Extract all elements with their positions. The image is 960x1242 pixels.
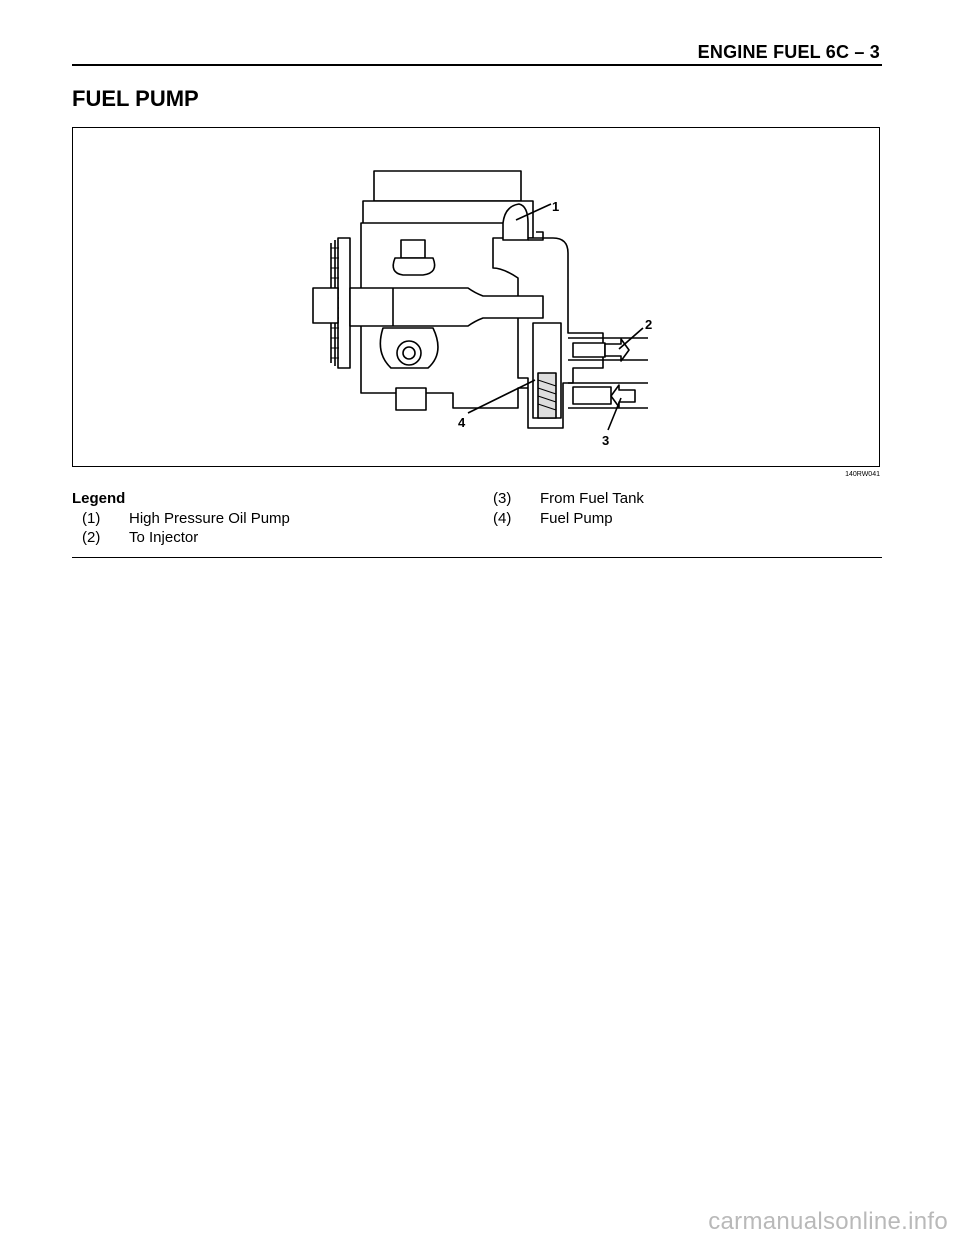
legend-right-column	[493, 489, 644, 528]
legend-item-number: (3)	[493, 490, 512, 507]
legend-item-label: Fuel Pump	[540, 509, 613, 527]
page-header-title: ENGINE FUEL 6C – 3	[697, 42, 880, 62]
legend-item-number: (4)	[493, 509, 512, 527]
legend-item	[493, 509, 644, 529]
legend-item	[72, 509, 290, 529]
legend-item-number: (2)	[82, 529, 101, 546]
callout-3: 3	[602, 433, 610, 448]
fuel-pump-illustration	[73, 128, 881, 468]
legend-left-column	[72, 489, 290, 548]
watermark: carmanualsonline.info	[708, 1208, 948, 1235]
legend-item-label: To Injector	[129, 529, 199, 546]
legend-item-number: (1)	[82, 509, 101, 527]
legend-item-label: From Fuel Tank	[540, 490, 644, 507]
section-title: FUEL PUMP	[72, 86, 199, 111]
legend-item-label: High Pressure Oil Pump	[129, 509, 290, 527]
callout-4: 4	[458, 415, 466, 430]
figure-id: 140RW041	[845, 471, 880, 478]
legend-item	[72, 528, 290, 548]
callout-1: 1	[552, 199, 560, 214]
legend-heading: Legend	[72, 490, 126, 507]
bottom-rule	[72, 557, 882, 558]
figure-frame	[72, 127, 880, 467]
legend-item	[493, 489, 644, 509]
header-rule	[72, 64, 882, 66]
callout-2: 2	[645, 317, 653, 332]
